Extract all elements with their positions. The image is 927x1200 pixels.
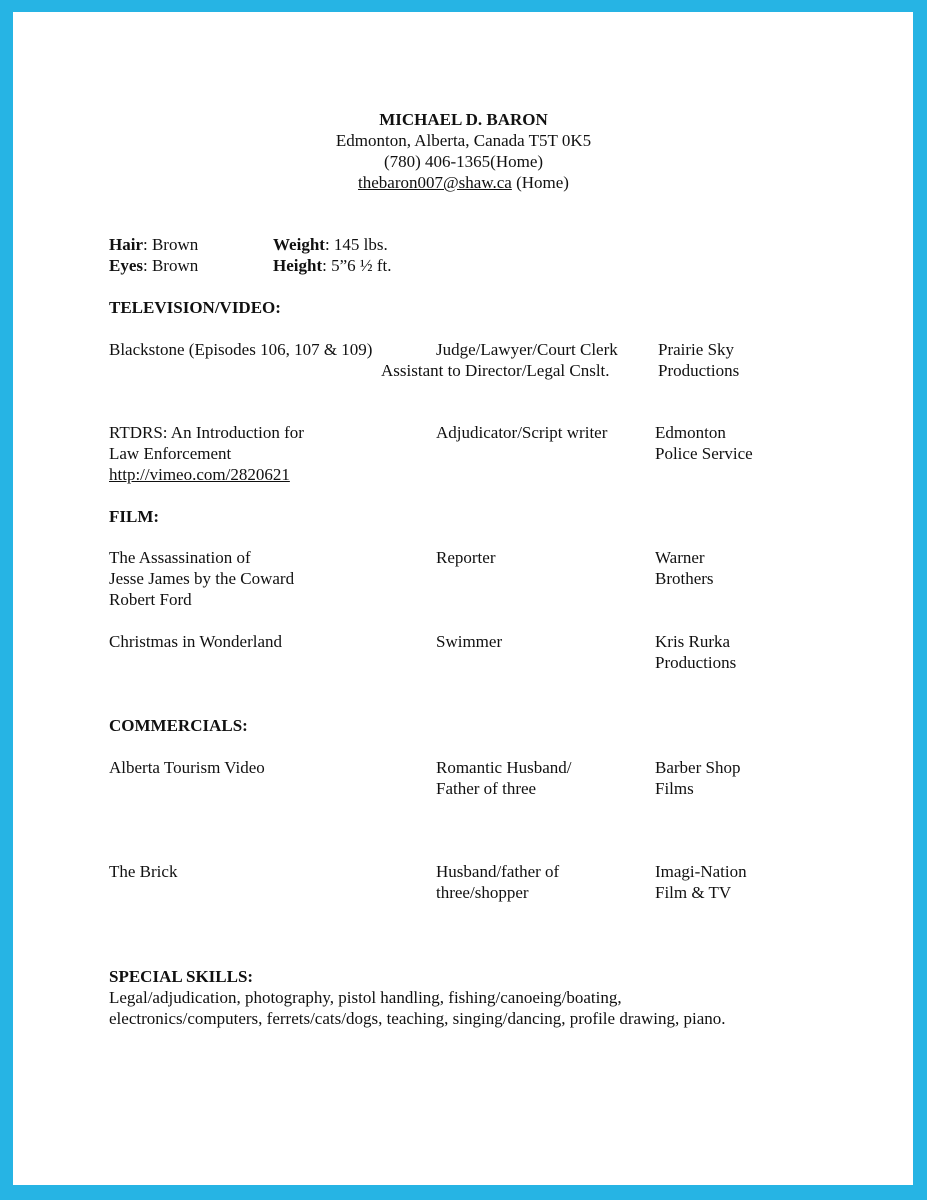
weight-value: : 145 lbs.	[324, 235, 388, 254]
film-2-company-line1: Kris Rurka	[655, 632, 731, 651]
height-stat	[273, 255, 392, 276]
skills-line2: electronics/computers, ferrets/cats/dogs, teaching, singing/dancing, profile drawing, piano.	[109, 1009, 726, 1028]
film-1-company-line2: Brothers	[655, 569, 714, 588]
weight-label: Weight	[273, 235, 325, 254]
commercial-2-company-line1: Imagi-Nation	[655, 862, 747, 881]
skills-heading: SPECIAL SKILLS:	[109, 967, 254, 986]
tv-2-company-line1: Edmonton	[655, 423, 726, 442]
tv-1-company-line1: Prairie Sky	[658, 340, 735, 359]
commercials-heading: COMMERCIALS:	[109, 716, 248, 735]
weight-stat	[273, 234, 388, 255]
film-1-title-line3: Robert Ford	[109, 590, 192, 609]
resume-name: MICHAEL D. BARON	[379, 110, 548, 129]
commercial-1-title: Alberta Tourism Video	[109, 758, 265, 777]
eyes-stat	[109, 255, 198, 276]
tv-1-company-line2: Productions	[658, 361, 740, 380]
email-suffix: (Home)	[511, 173, 569, 192]
eyes-label: Eyes	[109, 256, 143, 275]
film-heading: FILM:	[109, 507, 160, 526]
tv-1-title: Blackstone (Episodes 106, 107 & 109)	[109, 340, 373, 359]
tv-2-company-line2: Police Service	[655, 444, 753, 463]
commercial-1-role-line2: Father of three	[436, 779, 537, 798]
film-1-title-line1: The Assassination of	[109, 548, 251, 567]
resume-email-line	[0, 172, 927, 193]
film-2-role: Swimmer	[436, 632, 503, 651]
film-1-title-line2: Jesse James by the Coward	[109, 569, 295, 588]
film-2-company-line2: Productions	[655, 653, 737, 672]
tv-1-role-line2: Assistant to Director/Legal Cnslt.	[381, 361, 610, 380]
height-value: : 5”6 ½ ft.	[322, 256, 392, 275]
tv-2-role: Adjudicator/Script writer	[436, 423, 608, 442]
commercial-2-company-line2: Film & TV	[655, 883, 732, 902]
eyes-value: : Brown	[143, 256, 199, 275]
commercial-1-role-line1: Romantic Husband/	[436, 758, 572, 777]
resume-phone: (780) 406-1365(Home)	[383, 152, 544, 171]
commercial-2-role-line2: three/shopper	[436, 883, 529, 902]
hair-label: Hair	[109, 235, 143, 254]
television-heading: TELEVISION/VIDEO:	[109, 298, 281, 317]
commercial-2-role-line1: Husband/father of	[436, 862, 560, 881]
commercial-2-title: The Brick	[109, 862, 178, 881]
tv-2-video-link[interactable]: http://vimeo.com/2820621	[109, 465, 290, 484]
film-2-title: Christmas in Wonderland	[109, 632, 283, 651]
tv-2-title-line1: RTDRS: An Introduction for	[109, 423, 304, 442]
height-label: Height	[273, 256, 323, 275]
commercial-1-company-line2: Films	[655, 779, 694, 798]
resume-address: Edmonton, Alberta, Canada T5T 0K5	[335, 131, 592, 150]
hair-value: : Brown	[143, 235, 199, 254]
commercial-1-company-line1: Barber Shop	[655, 758, 741, 777]
tv-2-title-line2: Law Enforcement	[109, 444, 232, 463]
film-1-role: Reporter	[436, 548, 496, 567]
skills-line1: Legal/adjudication, photography, pistol handling, fishing/canoeing/boating,	[109, 988, 622, 1007]
hair-stat	[109, 234, 198, 255]
email-link[interactable]: thebaron007@shaw.ca	[358, 173, 512, 192]
tv-1-role-line1: Judge/Lawyer/Court Clerk	[436, 340, 618, 359]
film-1-company-line1: Warner	[655, 548, 705, 567]
